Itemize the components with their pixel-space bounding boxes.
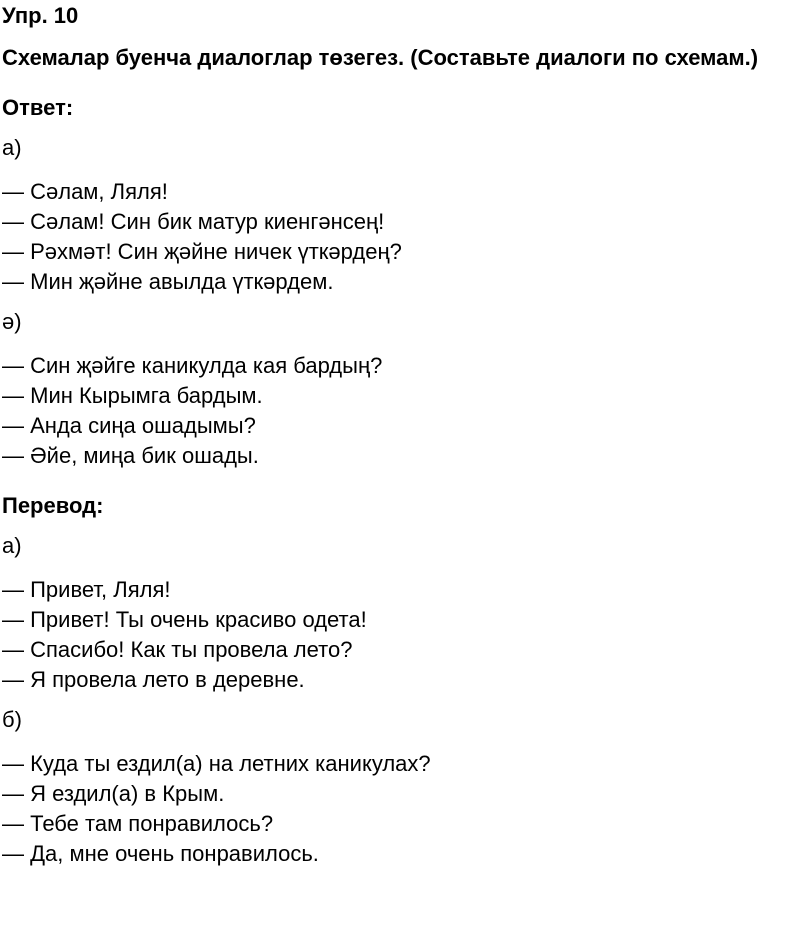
dialog-line: — Тебе там понравилось? xyxy=(2,811,274,836)
answer-dialog-ae xyxy=(2,351,798,471)
task-instruction: Схемалар буенча диалоглар төзегез. (Составьте диалоги по схемам.) xyxy=(2,45,759,70)
dialog-line: — Спасибо! Как ты провела лето? xyxy=(2,637,353,662)
document xyxy=(2,0,798,869)
answer-dialog-ae-label: ә) xyxy=(2,309,22,334)
answer-dialog-a-label: а) xyxy=(2,135,22,160)
dialog-line: — Я провела лето в деревне. xyxy=(2,667,305,692)
answer-heading: Ответ: xyxy=(2,95,74,120)
dialog-line: — Сәлам, Ляля! xyxy=(2,179,168,204)
translation-heading: Перевод: xyxy=(2,493,104,518)
exercise-title: Упр. 10 xyxy=(2,3,79,28)
answer-dialog-a xyxy=(2,177,798,297)
dialog-line: — Анда сиңа ошадымы? xyxy=(2,413,256,438)
translation-dialog-a xyxy=(2,575,798,695)
dialog-line: — Син җәйге каникулда кая бардың? xyxy=(2,353,383,378)
dialog-line: — Рәхмәт! Син җәйне ничек үткәрдең? xyxy=(2,239,402,264)
translation-dialog-a-label: а) xyxy=(2,533,22,558)
dialog-line: — Әйе, миңа бик ошады. xyxy=(2,443,259,468)
translation-dialog-b-label: б) xyxy=(2,707,22,732)
dialog-line: — Я ездил(а) в Крым. xyxy=(2,781,225,806)
dialog-line: — Привет! Ты очень красиво одета! xyxy=(2,607,367,632)
dialog-line: — Мин Кырымга бардым. xyxy=(2,383,263,408)
translation-dialog-b xyxy=(2,749,798,869)
dialog-line: — Да, мне очень понравилось. xyxy=(2,841,319,866)
dialog-line: — Привет, Ляля! xyxy=(2,577,171,602)
dialog-line: — Куда ты ездил(а) на летних каникулах? xyxy=(2,751,431,776)
dialog-line: — Мин җәйне авылда үткәрдем. xyxy=(2,269,334,294)
dialog-line: — Сәлам! Син бик матур киенгәнсең! xyxy=(2,209,385,234)
